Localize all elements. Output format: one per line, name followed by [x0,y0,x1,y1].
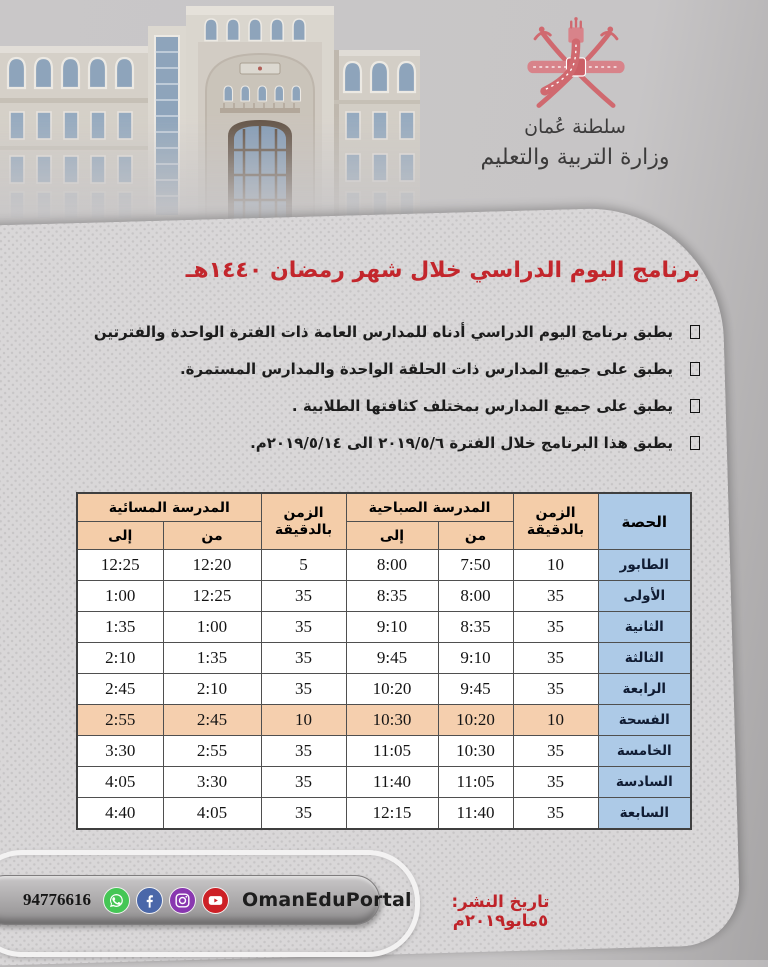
instagram-icon[interactable] [169,887,196,914]
column-header-to: إلى [346,522,438,550]
time-cell: 11:05 [438,767,513,798]
time-cell: 4:40 [77,798,163,830]
period-name-cell: الخامسة [598,736,691,767]
time-cell: 9:10 [438,643,513,674]
minutes-cell: 35 [513,736,598,767]
social-icons [103,887,229,914]
minutes-cell: 35 [513,612,598,643]
column-header-from: من [163,522,261,550]
time-cell: 11:05 [346,736,438,767]
bullet-text: يطبق على جميع المدارس بمختلف كثافتها الطلابية . [291,397,673,415]
period-name-cell: الطابور [598,550,691,581]
list-item [55,359,700,380]
minutes-cell: 35 [261,674,346,705]
time-cell: 2:55 [163,736,261,767]
minutes-cell: 35 [261,736,346,767]
time-cell: 10:20 [346,674,438,705]
publish-date: تاريخ النشر: ٥مايو٢٠١٩م [451,892,550,930]
bullet-text: يطبق برنامج اليوم الدراسي أدناه للمدارس العامة ذات الفترة الواحدة والفترتين [93,323,673,341]
time-cell: 1:35 [163,643,261,674]
time-cell: 9:45 [346,643,438,674]
time-cell: 11:40 [346,767,438,798]
table-row [77,736,691,767]
phone-number: 94776616 [23,890,91,909]
bullet-square-icon [690,362,700,376]
time-cell: 12:25 [77,550,163,581]
time-cell: 9:10 [346,612,438,643]
sultanate-name: سلطنة عُمان [524,116,626,138]
time-cell: 8:35 [438,612,513,643]
portal-handle: OmanEduPortal [242,889,412,911]
minutes-cell: 5 [261,550,346,581]
table-row [77,612,691,643]
whatsapp-icon[interactable] [103,887,130,914]
minutes-cell: 35 [261,581,346,612]
time-cell: 10:20 [438,705,513,736]
period-name-cell: الثالثة [598,643,691,674]
time-cell: 2:10 [77,643,163,674]
minutes-cell: 35 [513,767,598,798]
minutes-cell: 10 [513,550,598,581]
minutes-cell: 35 [261,798,346,830]
table-row [77,550,691,581]
period-name-cell: الرابعة [598,674,691,705]
list-item [55,396,700,417]
minutes-cell: 35 [513,581,598,612]
time-cell: 7:50 [438,550,513,581]
period-name-cell: الأولى [598,581,691,612]
list-item [55,433,700,454]
column-header-morning-school: المدرسة الصباحية [346,493,513,522]
time-cell: 3:30 [163,767,261,798]
bullet-square-icon [690,399,700,413]
time-cell: 4:05 [77,767,163,798]
bullet-square-icon [690,325,700,339]
time-cell: 12:15 [346,798,438,830]
time-cell: 12:25 [163,581,261,612]
ministry-name: وزارة التربية والتعليم [480,145,670,170]
minutes-cell: 35 [513,674,598,705]
minutes-cell: 10 [513,705,598,736]
table-row [77,674,691,705]
column-header-minutes-evening: الزمن بالدقيقة [261,493,346,550]
minutes-cell: 35 [261,612,346,643]
facebook-icon[interactable] [136,887,163,914]
time-cell: 1:00 [163,612,261,643]
youtube-icon[interactable] [202,887,229,914]
schedule-table [76,492,692,830]
table-row [77,767,691,798]
bullet-text: يطبق هذا البرنامج خلال الفترة ٢٠١٩/٥/٦ الى ٢٠١٩/٥/١٤م. [250,434,673,452]
period-name-cell: الفسحة [598,705,691,736]
period-name-cell: الثانية [598,612,691,643]
time-cell: 1:00 [77,581,163,612]
time-cell: 8:00 [438,581,513,612]
time-cell: 11:40 [438,798,513,830]
time-cell: 2:55 [77,705,163,736]
table-row [77,798,691,830]
bullet-text: يطبق على جميع المدارس ذات الحلقة الواحدة والمدارس المستمرة. [179,360,673,378]
time-cell: 2:45 [77,674,163,705]
bullet-square-icon [690,436,700,450]
minutes-cell: 10 [261,705,346,736]
notes-list [55,322,700,470]
period-name-cell: السادسة [598,767,691,798]
time-cell: 2:45 [163,705,261,736]
table-row [77,581,691,612]
time-cell: 1:35 [77,612,163,643]
time-cell: 2:10 [163,674,261,705]
social-bar [0,875,412,925]
minutes-cell: 35 [261,767,346,798]
column-header-from: من [438,522,513,550]
table-row [77,643,691,674]
time-cell: 9:45 [438,674,513,705]
list-item [55,322,700,343]
page-title: برنامج اليوم الدراسي خلال شهر رمضان ١٤٤٠هـ [185,258,700,283]
minutes-cell: 35 [513,643,598,674]
time-cell: 4:05 [163,798,261,830]
time-cell: 8:00 [346,550,438,581]
table-row [77,705,691,736]
table-header-row [77,493,691,522]
time-cell: 10:30 [438,736,513,767]
minutes-cell: 35 [513,798,598,830]
time-cell: 8:35 [346,581,438,612]
column-header-evening-school: المدرسة المسائية [77,493,261,522]
period-name-cell: السابعة [598,798,691,830]
column-header-minutes-morning: الزمن بالدقيقة [513,493,598,550]
minutes-cell: 35 [261,643,346,674]
column-header-period: الحصة [598,493,691,550]
time-cell: 3:30 [77,736,163,767]
time-cell: 12:20 [163,550,261,581]
column-header-to: إلى [77,522,163,550]
time-cell: 10:30 [346,705,438,736]
